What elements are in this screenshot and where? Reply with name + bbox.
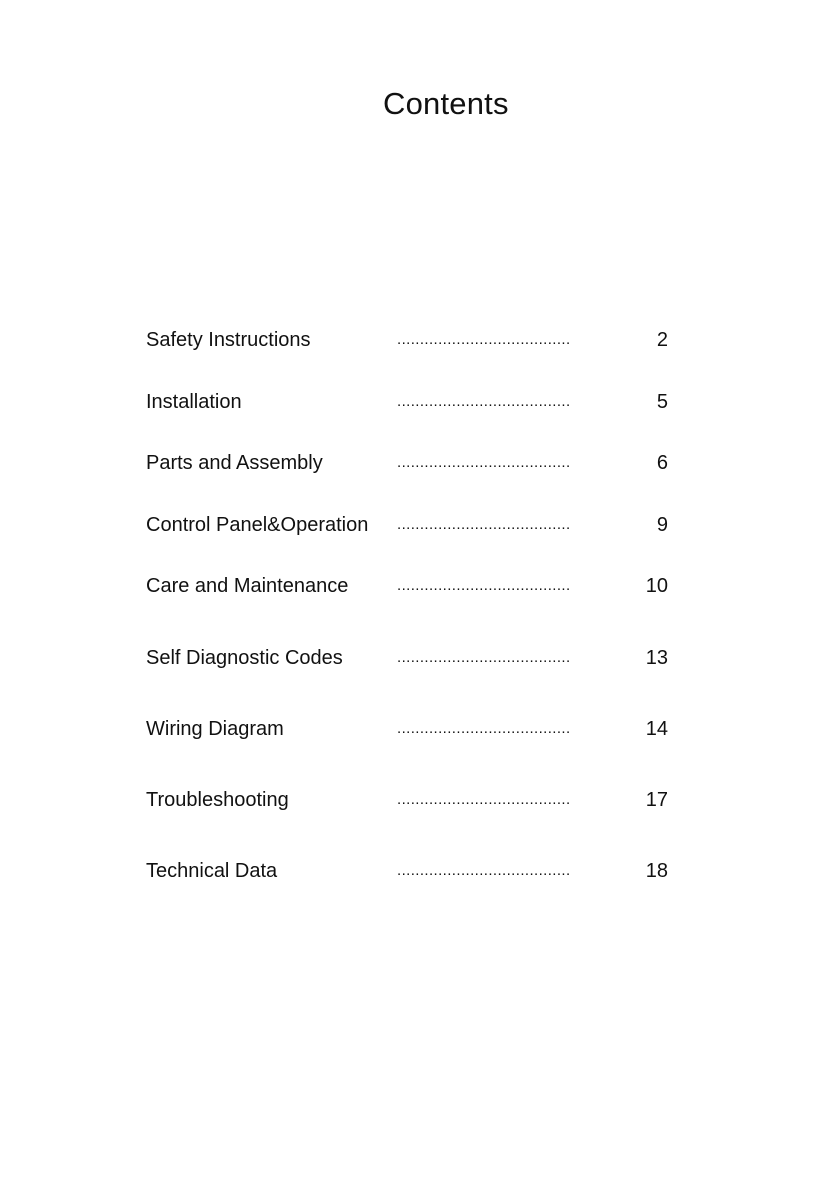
toc-dot-leader: ...................................... — [397, 516, 571, 533]
toc-page-number: 6 — [656, 452, 668, 474]
toc-entry-technical-data — [146, 857, 676, 885]
toc-entry-label: Troubleshooting — [146, 789, 289, 811]
toc-dot-leader: ...................................... — [397, 454, 571, 471]
toc-dot-leader: ...................................... — [397, 393, 571, 410]
toc-entry-safety-instructions — [146, 326, 676, 354]
toc-dot-leader: ...................................... — [397, 577, 571, 594]
toc-entry-label: Installation — [146, 391, 242, 413]
toc-page-number: 10 — [645, 575, 668, 597]
toc-entry-care-and-maintenance — [146, 572, 676, 600]
toc-page-number: 13 — [645, 647, 668, 669]
toc-page-number: 2 — [656, 329, 668, 351]
toc-entry-self-diagnostic-codes — [146, 644, 676, 672]
toc-page-number: 14 — [645, 718, 668, 740]
toc-entry-label: Wiring Diagram — [146, 718, 284, 740]
toc-entry-label: Technical Data — [146, 860, 278, 882]
toc-dot-leader: ...................................... — [397, 791, 571, 808]
toc-entry-wiring-diagram — [146, 715, 676, 743]
toc-entry-label: Control Panel&Operation — [146, 514, 369, 536]
toc-page-number: 5 — [656, 391, 668, 413]
toc-page-number: 9 — [656, 514, 668, 536]
toc-entry-label: Parts and Assembly — [146, 452, 323, 474]
toc-dot-leader: ...................................... — [397, 862, 571, 879]
page-title: Contents — [383, 86, 509, 121]
toc-dot-leader: ...................................... — [397, 720, 571, 737]
toc-entry-label: Safety Instructions — [146, 329, 311, 351]
toc-entry-control-panel-operation — [146, 511, 676, 539]
toc-entry-installation — [146, 388, 676, 416]
toc-entry-troubleshooting — [146, 786, 676, 814]
toc-dot-leader: ...................................... — [397, 649, 571, 666]
toc-page-number: 17 — [645, 789, 668, 811]
toc-entry-label: Self Diagnostic Codes — [146, 647, 343, 669]
toc-dot-leader: ...................................... — [397, 331, 571, 348]
toc-page-number: 18 — [645, 860, 668, 882]
toc-entry-label: Care and Maintenance — [146, 575, 349, 597]
toc-entry-parts-and-assembly — [146, 449, 676, 477]
